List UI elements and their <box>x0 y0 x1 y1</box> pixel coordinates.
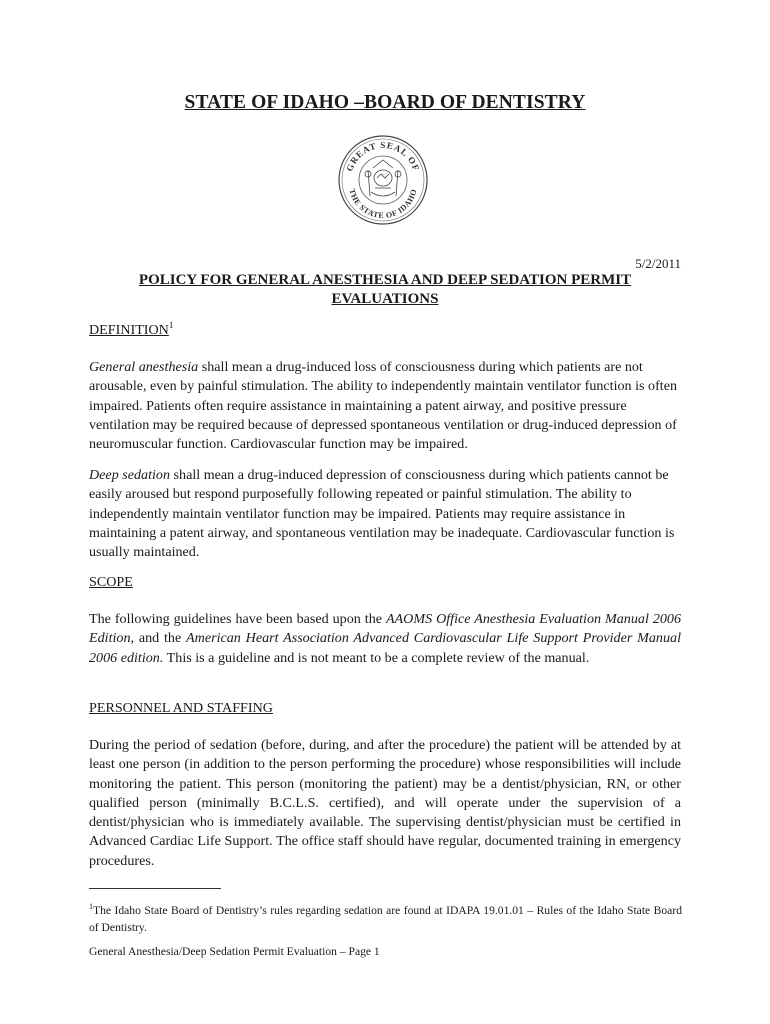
seal-emblem <box>365 160 401 196</box>
deep-sedation-paragraph <box>89 466 681 562</box>
footnote-reference: 1 <box>168 320 174 330</box>
scope-text-1: The following guidelines have been based upon the <box>89 611 386 627</box>
footnote-text: The Idaho State Board of Dentistry’s rules regarding sedation are found at IDAPA 19.01.01 – Rules of the Idaho State Board of Dentistry. <box>89 904 682 934</box>
seal-top-text: GREAT SEAL OF <box>344 139 422 173</box>
personnel-heading: PERSONNEL AND STAFFING <box>89 700 273 716</box>
footnote-mark: 1 <box>89 902 93 911</box>
general-anesthesia-paragraph <box>89 358 681 454</box>
scope-heading: SCOPE <box>89 574 133 590</box>
definition-heading-text: DEFINITION <box>89 322 169 338</box>
page-footer: General Anesthesia/Deep Sedation Permit Evaluation – Page 1 <box>89 945 380 958</box>
footnote-divider <box>89 888 221 889</box>
footnote <box>89 898 682 936</box>
policy-title-line-1: POLICY FOR GENERAL ANESTHESIA AND DEEP SEDATION PERMIT <box>138 272 632 288</box>
state-seal <box>337 134 429 226</box>
definition-heading <box>89 320 173 339</box>
scope-text-2: and the <box>134 630 187 647</box>
scope-reference-aha: American Heart Association Advanced Cardiovascular Life Support Provider Manual 2006 edition. <box>89 630 681 666</box>
general-anesthesia-text: shall mean a drug-induced loss of consciousness during which patients are not arousable, even by painful stimulation. The ability to independently maintain ventilator function is often impaired. Patients often require assistance in maintaining a patent airway, and positive pressure ventilation may be required because of depressed spontaneous ventilation or drug-induced depression of neuromuscular function. Cardiovascular function may be impaired. <box>89 359 678 453</box>
personnel-paragraph: During the period of sedation (before, during, and after the procedure) the patient will be attended by at least one person (in addition to the person performing the procedure) whose responsibilities will include monitoring the patient. This person (monitoring the patient) may be a dentist/physician, RN, or other qualified person (minimally B.C.L.S. certified), and will operate under the supervision of a dentist/physician who is immediately available. The supervising dentist/physician must be certified in Advanced Cardiac Life Support. The office staff should have regular, documented training in emergency procedures. <box>89 737 681 869</box>
scope-text-3: This is a guideline and is not meant to be a complete review of the manual. <box>163 649 590 666</box>
scope-paragraph <box>89 610 681 668</box>
document-title: STATE OF IDAHO –BOARD OF DENTISTRY <box>184 92 586 113</box>
seal-bottom-text: THE STATE OF IDAHO <box>347 187 419 221</box>
document-date: 5/2/2011 <box>635 256 681 271</box>
policy-title <box>110 271 660 309</box>
deep-sedation-term: Deep sedation <box>89 467 171 483</box>
scope-reference-aaoms: AAOMS Office Anesthesia Evaluation Manual 2006 Edition, <box>89 611 682 647</box>
general-anesthesia-term: General anesthesia <box>89 359 199 375</box>
deep-sedation-text: shall mean a drug-induced depression of consciousness during which patients cannot be easily aroused but respond purposefully following repeated or painful stimulation. The ability to independently maintain ventilator function may be impaired. Patients may require assistance in maintaining a patent airway, and spontaneous ventilation may be inadequate. Cardiovascular function is usually maintained. <box>89 467 675 561</box>
policy-title-line-2: EVALUATIONS <box>331 291 439 307</box>
